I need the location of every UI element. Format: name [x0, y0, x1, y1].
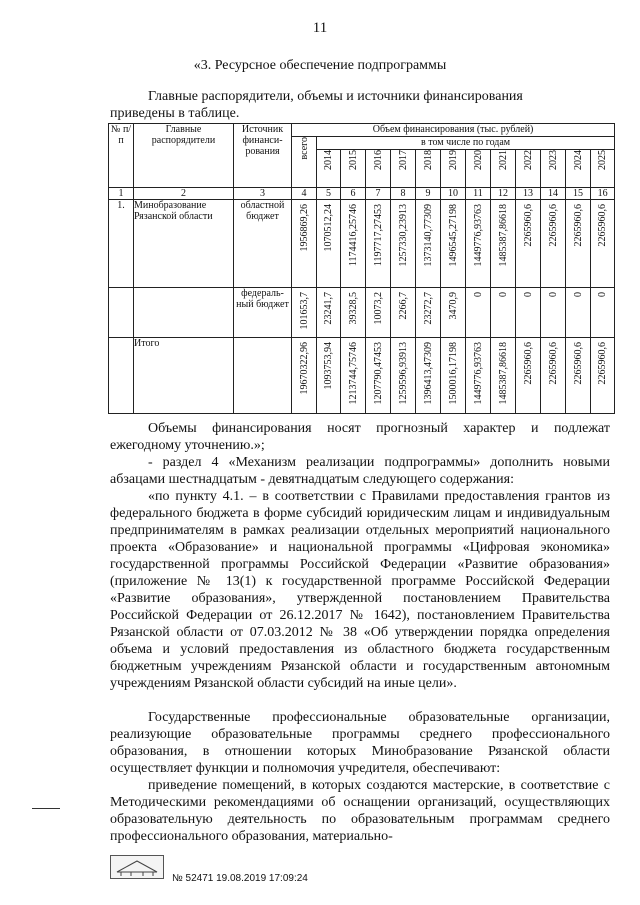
column-index-cell: 3: [234, 188, 292, 200]
column-index-cell: 11: [466, 188, 491, 200]
value-cell: [441, 338, 466, 414]
value-text: 1449776,93763: [472, 204, 484, 267]
value-cell: [516, 338, 541, 414]
value-text: 0: [472, 292, 484, 297]
row-source: областной бюджет: [234, 200, 292, 288]
column-index-cell: 7: [366, 188, 391, 200]
value-cell: [591, 200, 615, 288]
value-text: 19670322,96: [298, 342, 310, 395]
value-text: 39328,5: [347, 292, 359, 325]
value-text: 1197717,27453: [372, 204, 384, 267]
value-text: 1174416,25746: [347, 204, 359, 267]
value-text: 23272,7: [422, 292, 434, 325]
value-cell: [416, 338, 441, 414]
column-index-cell: 6: [341, 188, 366, 200]
registry-stamp-image: [110, 855, 164, 879]
value-cell: [466, 288, 491, 338]
header-total-cell: [292, 137, 317, 188]
page-number: 11: [312, 20, 328, 36]
value-cell: [366, 200, 391, 288]
value-text: 2265960,6: [572, 342, 584, 385]
value-text: 1485387,86618: [497, 342, 509, 405]
value-cell: [491, 288, 516, 338]
value-cell: [292, 338, 317, 414]
value-text: 1396413,47309: [422, 342, 434, 405]
value-cell: [391, 338, 416, 414]
value-text: 23241,7: [323, 292, 334, 325]
column-index-cell: 16: [591, 188, 615, 200]
value-text: 1496545,27198: [447, 204, 459, 267]
value-cell: [491, 338, 516, 414]
section-heading: «3. Ресурсное обеспечение подпрограммы: [193, 58, 447, 73]
value-cell: [366, 288, 391, 338]
column-index-cell: 2: [134, 188, 234, 200]
paragraph: - раздел 4 «Механизм реализации подпрограммы» дополнить новыми абзацами шестнадцатым - девятнадцатым следующего содержания:: [110, 455, 610, 487]
year-header-cell: [441, 150, 466, 188]
value-cell: [566, 338, 591, 414]
paragraph: приведение помещений, в которых создаются мастерские, в соответствие с Методическими рекомендациями об оснащении организаций, осуществляющих образовательную деятельность по образовательным программам среднего профессионального образования, материально-: [110, 778, 610, 844]
row-manager: [134, 288, 234, 338]
value-text: 1485387,86618: [497, 204, 509, 267]
value-text: 1070512,24: [323, 204, 334, 252]
column-index-cell: 10: [441, 188, 466, 200]
column-index-cell: 15: [566, 188, 591, 200]
value-cell: [317, 338, 341, 414]
column-index-cell: 5: [317, 188, 341, 200]
paragraph: Объемы финансирования носят прогнозный характер и подлежат ежегодному уточнению.»;: [110, 421, 610, 453]
year-header: 2016: [372, 150, 384, 170]
year-header: 2025: [597, 150, 609, 170]
value-cell: [341, 338, 366, 414]
column-index-cell: 8: [391, 188, 416, 200]
value-cell: [491, 200, 516, 288]
header-source: Источник финанси-рования: [234, 124, 292, 188]
year-header-cell: [566, 150, 591, 188]
value-text: 1213744,75746: [347, 342, 359, 405]
header-num: № п/п: [109, 124, 134, 188]
value-text: 2266,7: [397, 292, 409, 320]
intro-line-2: приведены в таблице.: [110, 106, 240, 121]
column-index-cell: 12: [491, 188, 516, 200]
value-cell: [292, 200, 317, 288]
year-header-cell: [541, 150, 566, 188]
value-text: 2265960,6: [547, 342, 559, 385]
year-header: 2017: [397, 150, 409, 170]
value-cell: [516, 200, 541, 288]
value-cell: [292, 288, 317, 338]
value-text: 2265960,6: [547, 204, 559, 247]
value-text: 1500016,17198: [447, 342, 459, 405]
financing-table: [108, 123, 615, 414]
value-cell: [566, 200, 591, 288]
value-text: 2265960,6: [572, 204, 584, 247]
value-cell: [366, 338, 391, 414]
intro-line: Главные распорядители, объемы и источники финансирования: [148, 89, 523, 104]
year-header-cell: [491, 150, 516, 188]
value-cell: [591, 288, 615, 338]
year-header: 2020: [472, 150, 484, 170]
value-cell: [466, 338, 491, 414]
value-cell: [317, 200, 341, 288]
paragraph: Государственные профессиональные образовательные организации, реализующие образовательные программы среднего профессионального образования, в отношении которых Минобразование Рязанской области осуществляет функции и полномочия учредителя, обеспечивают:: [110, 710, 610, 776]
year-header: 2019: [447, 150, 459, 170]
value-text: 0: [497, 292, 509, 297]
year-header-cell: [416, 150, 441, 188]
year-header: 2015: [347, 150, 359, 170]
column-index-cell: 13: [516, 188, 541, 200]
value-text: 0: [597, 292, 609, 297]
value-cell: [516, 288, 541, 338]
value-cell: [341, 200, 366, 288]
header-by-years: в том числе по годам: [317, 137, 615, 150]
value-text: 1207790,47453: [372, 342, 384, 405]
value-cell: [466, 200, 491, 288]
value-text: 10073,2: [372, 292, 384, 325]
year-header: 2023: [547, 150, 559, 170]
value-text: 1093753,94: [323, 342, 334, 390]
row-manager: Итого: [134, 338, 234, 414]
value-cell: [391, 288, 416, 338]
value-cell: [416, 288, 441, 338]
value-cell: [416, 200, 441, 288]
year-header-cell: [516, 150, 541, 188]
header-managers: Главные распорядители: [134, 124, 234, 188]
value-text: 0: [572, 292, 584, 297]
year-header: 2014: [323, 150, 334, 170]
registration-footer: № 52471 19.08.2019 17:09:24: [172, 873, 308, 884]
value-text: 101653,7: [298, 292, 310, 330]
value-text: 1259596,93913: [397, 342, 409, 405]
header-total: всего: [298, 137, 310, 160]
row-source: федераль-ный бюджет: [234, 288, 292, 338]
year-header: 2024: [572, 150, 584, 170]
year-header-cell: [317, 150, 341, 188]
row-number: 1.: [109, 200, 134, 288]
value-cell: [541, 200, 566, 288]
value-text: 0: [522, 292, 534, 297]
value-text: 2265960,6: [597, 342, 609, 385]
year-header-cell: [341, 150, 366, 188]
column-index-cell: 9: [416, 188, 441, 200]
year-header: 2022: [522, 150, 534, 170]
column-index-cell: 14: [541, 188, 566, 200]
value-cell: [566, 288, 591, 338]
value-text: 0: [547, 292, 559, 297]
year-header-cell: [391, 150, 416, 188]
value-text: 2265960,6: [522, 342, 534, 385]
year-header-cell: [466, 150, 491, 188]
value-cell: [441, 200, 466, 288]
value-text: 2265960,6: [522, 204, 534, 247]
row-number: [109, 288, 134, 338]
value-cell: [317, 288, 341, 338]
value-cell: [541, 338, 566, 414]
row-number: [109, 338, 134, 414]
paragraph: «по пункту 4.1. – в соответствии с Правилами предоставления грантов из федерального бюджета в форме субсидий юридическим лицам и индивидуальным предпринимателям в рамках реализации отдельных мероприятий национального проекта «Образование» и национальной программы «Цифровая экономика» государственной программы Российской Федерации «Развитие образования» (приложение № 13(1) к государственной программе Российской Федерации «Развитие образования», утвержденной постановлением Правительства Российской Федерации от 26.12.2017 № 1642), постановлением Правительства Рязанской области от 07.03.2012 № 38 «Об утверждении порядка определения объема и условий предоставления из областного бюджета государственным бюджетным учреждениям Рязанской области и государственным автономным учреждениям Рязанской области субсидий на иные цели».: [110, 489, 610, 691]
year-header: 2021: [497, 150, 509, 170]
row-manager: Минобразование Рязанской области: [134, 200, 234, 288]
value-text: 1449776,93763: [472, 342, 484, 405]
value-text: 1373140,77309: [422, 204, 434, 267]
header-volume: Объем финансирования (тыс. рублей): [292, 124, 615, 137]
value-text: 2265960,6: [597, 204, 609, 247]
margin-mark: [32, 808, 60, 809]
value-text: 3470,9: [447, 292, 459, 320]
row-source: [234, 338, 292, 414]
value-text: 1257330,23913: [397, 204, 409, 267]
value-cell: [441, 288, 466, 338]
value-cell: [391, 200, 416, 288]
column-index-cell: 1: [109, 188, 134, 200]
value-cell: [341, 288, 366, 338]
year-header-cell: [366, 150, 391, 188]
column-index-cell: 4: [292, 188, 317, 200]
value-cell: [591, 338, 615, 414]
year-header: 2018: [422, 150, 434, 170]
value-cell: [541, 288, 566, 338]
year-header-cell: [591, 150, 615, 188]
value-text: 1956869,26: [298, 204, 310, 252]
